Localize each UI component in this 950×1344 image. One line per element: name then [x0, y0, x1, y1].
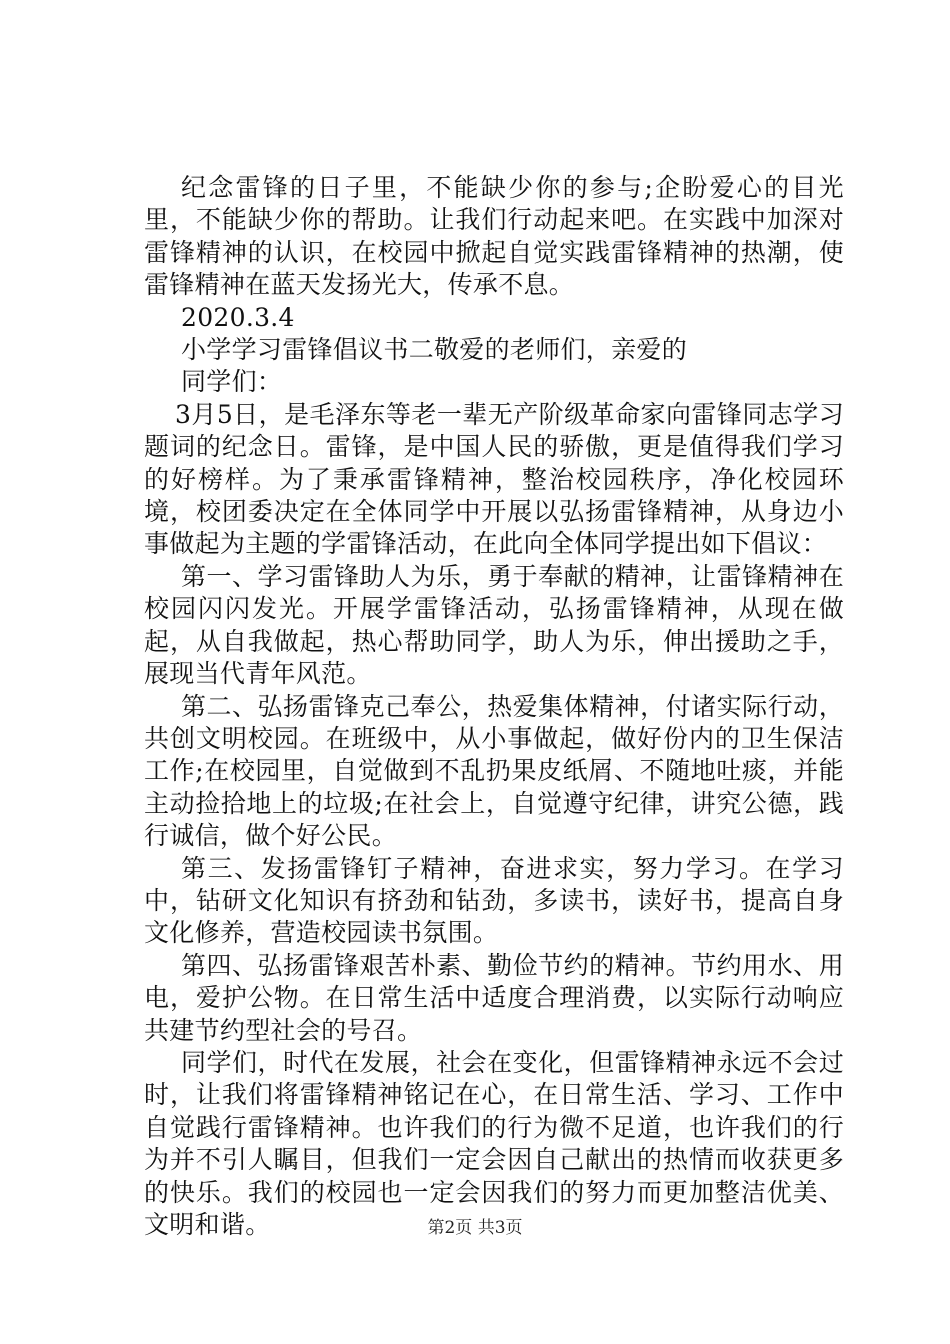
paragraph-title-salutation: 小学学习雷锋倡议书二敬爱的老师们，亲爱的: [181, 335, 688, 365]
paragraph-closing-appeal: 纪念雷锋的日子里，不能缺少你的参与;企盼爱心的目光里，不能缺少你的帮助。让我们行动起来吧。在实践中加深对雷锋精神的认识，在校园中掀起自觉实践雷锋精神的热潮，使雷锋精神在蓝天发扬光大，传承不息。: [144, 173, 844, 300]
paragraph-intro: 3月5日，是毛泽东等老一辈无产阶级革命家向雷锋同志学习题词的纪念日。雷锋，是中国人民的骄傲，更是值得我们学习的好榜样。为了秉承雷锋精神，整治校园秩序，净化校园环境，校团委决定在全体同学中开展以弘扬雷锋精神，从身边小事做起为主题的学雷锋活动，在此向全体同学提出如下倡议：: [144, 399, 844, 559]
page-number-footer: 第2页 共3页: [427, 1218, 523, 1238]
paragraph-point-one: 第一、学习雷锋助人为乐，勇于奉献的精神，让雷锋精神在校园闪闪发光。开展学雷锋活动，弘扬雷锋精神，从现在做起，从自我做起，热心帮助同学，助人为乐，伸出援助之手，展现当代青年风范。: [144, 561, 844, 689]
paragraph-conclusion: 同学们，时代在发展，社会在变化，但雷锋精神永远不会过时，让我们将雷锋精神铭记在心，在日常生活、学习、工作中自觉践行雷锋精神。也许我们的行为微不足道，也许我们的行为并不引人瞩目，但我们一定会因自己献出的热情而收获更多的快乐。我们的校园也一定会因我们的努力而更加整洁优美、文明和谐。: [144, 1047, 844, 1239]
paragraph-point-four: 第四、弘扬雷锋艰苦朴素、勤俭节约的精神。节约用水、用电，爱护公物。在日常生活中适度合理消费，以实际行动响应共建节约型社会的号召。: [144, 950, 844, 1045]
document-body: [144, 172, 844, 1241]
paragraph-point-three: 第三、发扬雷锋钉子精神，奋进求实，努力学习。在学习中，钻研文化知识有挤劲和钻劲，多读书，读好书，提高自身文化修养，营造校园读书氛围。: [144, 853, 844, 948]
paragraph-salutation: 同学们：: [181, 367, 283, 397]
paragraph-date: 2020.3.4: [181, 302, 295, 332]
paragraph-point-two: 第二、弘扬雷锋克己奉公，热爱集体精神，付诸实际行动，共创文明校园。在班级中，从小事做起，做好份内的卫生保洁工作;在校园里，自觉做到不乱扔果皮纸屑、不随地吐痰，并能主动捡拾地上的垃圾;在社会上，自觉遵守纪律，讲究公德，践行诚信，做个好公民。: [144, 691, 844, 851]
